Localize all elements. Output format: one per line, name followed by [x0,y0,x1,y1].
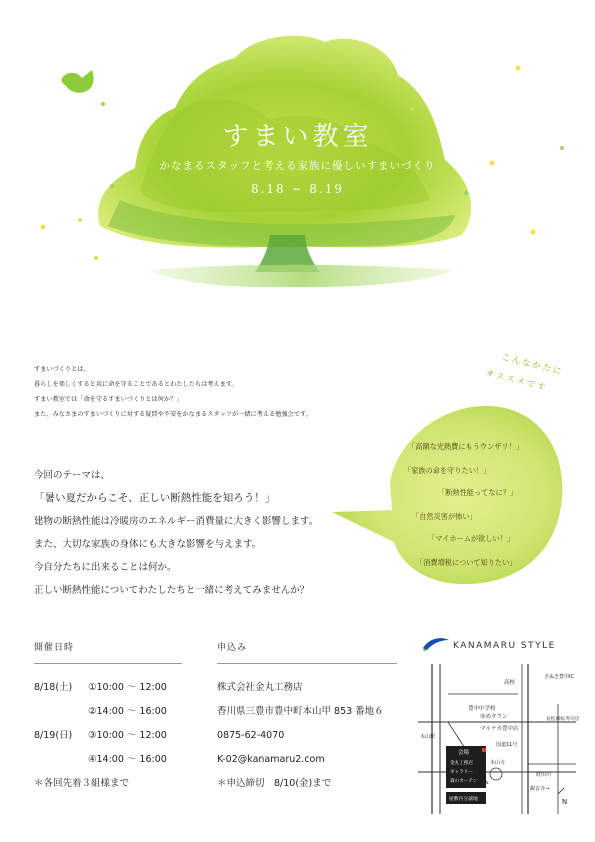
ground-wash [150,265,455,287]
theme-paragraph [34,464,364,602]
schedule-row [34,676,167,700]
schedule-divider [34,663,182,664]
schedule-slot: ④14:00 〜 16:00 [88,754,167,765]
schedule-row [34,724,167,748]
map-label: マルナカ豊中店 [480,726,519,732]
company-name: 株式会社金丸工務店 [217,682,303,693]
map-label: 豊中中学校 [468,706,496,712]
apply-info [217,676,384,796]
concern-item: 「家族の命を守りたい！」 [404,466,491,475]
north-arrow-icon: N [562,798,568,806]
map-label: 財田川 [536,772,552,778]
intro-line: 暮らしを楽しくすると共に命を守ることであるとわたしたちは考えます。 [34,381,238,388]
venue-marker [482,748,486,752]
kanamaru-logo-icon [421,634,451,652]
schedule-slot: ②14:00 〜 16:00 [88,706,167,717]
venue-label: 森のカーテン [450,779,478,784]
bird-icon [61,70,93,93]
intro-line: すまいづくりとは、 [34,366,90,373]
schedule-note: ＊各回先着３組様まで [34,778,130,789]
map-label: 観音寺→ [530,786,550,792]
map-label: 長松回転寿司店 [546,717,580,722]
concern-item: 「消費増税について知りたい」 [416,558,517,567]
venue-label: 金丸工務店 [450,761,473,766]
theme-line: 正しい断熱性能についてわたしたちと一緒に考えてみませんか？ [34,585,310,596]
recommend-label [483,352,583,402]
email-address[interactable]: K-02@kanamaru2.com [217,754,325,765]
apply-divider [217,663,397,664]
theme-line: 今回のテーマは、 [34,470,111,481]
event-title: すまい教室 [222,122,373,152]
venue-label: 会場 [458,750,470,756]
map-label: ゆめタウン [480,714,508,720]
event-dates: 8.18 − 8.19 [250,182,345,196]
tree-illustration [0,0,595,310]
schedule-date: 8/18(土) [34,682,73,693]
access-map [418,664,580,814]
schedule-date: 8/19(日) [34,730,73,741]
map-label: 高校 [504,680,516,686]
schedule-heading: 開催日時 [34,643,75,653]
event-subtitle: かなまるスタッフと考える家族に優しいすまいづくり [159,160,436,172]
intro-line: すまい教室では「命を守るすまいづくりとは何か？」 [34,396,183,403]
concern-item: 「断熱性能ってなに？」 [438,488,518,497]
map-label: 国道11号 [496,742,518,748]
concern-item: 「高額な光熱費にもうウンザリ！」 [408,442,524,451]
brand-logo-text: KANAMARU STYLE [453,641,556,651]
recommend-line-1: こんなかたに [500,352,565,378]
company-address: 香川県三豊市豊中町本山甲 853 番地６ [217,706,384,717]
theme-headline: 「暑い夏だからこそ、正しい断熱性能を知ろう！」 [34,492,276,504]
map-label: さぬき豊中IC [544,674,574,680]
application-deadline: ＊申込締切 8/10(金)まで [217,778,332,789]
schedule-list [34,676,167,796]
schedule-row [34,700,167,724]
schedule-slot: ①10:00 〜 12:00 [88,682,167,693]
schedule-slot: ③10:00 〜 12:00 [88,730,167,741]
map-label: 本山寺 [490,760,506,766]
intro-line: また、みなさまのすまいづくりに対する疑問や不安をかなまるスタッフが一緒に考える勉強会です。 [34,411,312,418]
theme-line: また、大切な家族の身体にも大きな影響を与えます。 [34,539,262,550]
concern-item: 「自然災害が怖い」 [412,512,477,521]
map-label: 本山駅 [420,734,436,740]
schedule-row [34,748,167,772]
intro-paragraph [34,362,312,422]
theme-line: 今自分たちに出来ることは何か。 [34,562,177,573]
concern-item: 「マイホームが欲しい！」 [428,534,515,543]
parking-label: 屋敷内分譲地 [449,797,478,802]
theme-line: 建物の断熱性能は冷暖房のエネルギー消費量に大きく影響します。 [34,516,319,527]
venue-label: ギャラリー [450,770,473,775]
phone-number[interactable]: 0875-62-4070 [217,730,285,741]
apply-heading: 申込み [217,643,248,653]
recommend-line-2: オススメです [484,368,548,394]
